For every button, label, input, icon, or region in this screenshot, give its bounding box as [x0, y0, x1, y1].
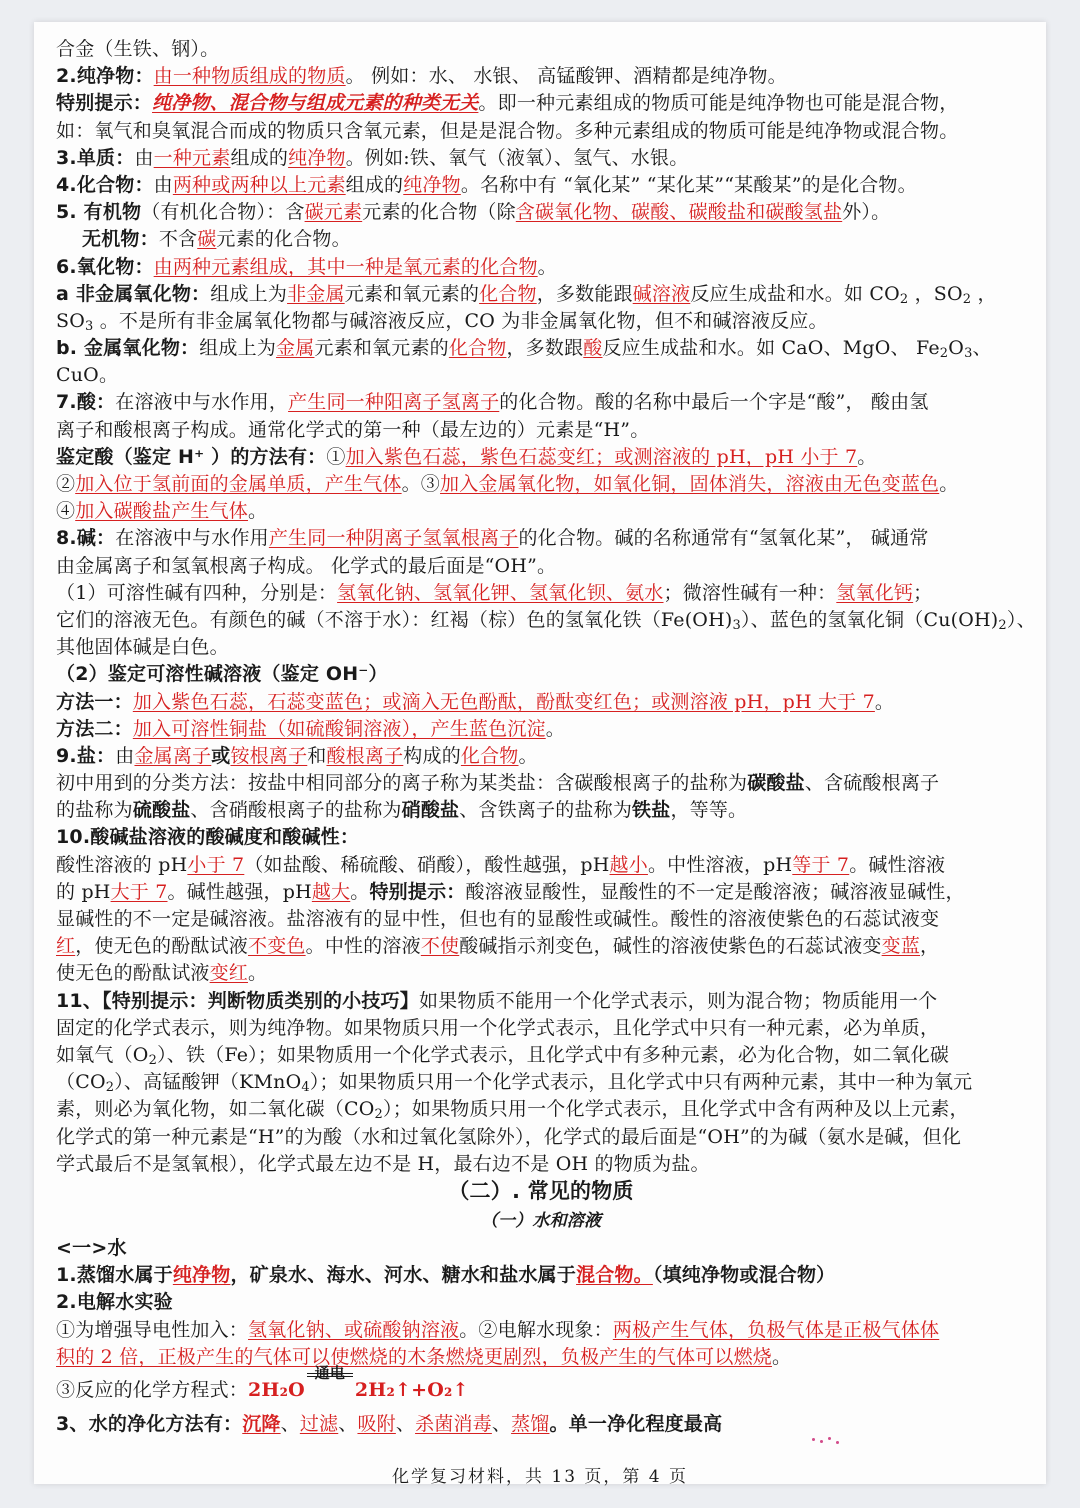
text-segment: 素，则必为氧化物，如二氧化碳（CO	[56, 1098, 375, 1121]
watermark-speck	[820, 1440, 823, 1443]
text-segment: ；微溶性碱有一种：	[663, 581, 837, 604]
text-segment: 反应生成盐和水。如 CaO、MgO、 Fe	[602, 337, 940, 360]
text-line	[56, 743, 1026, 770]
subscript: 4	[301, 1080, 310, 1096]
subscript: 2	[105, 1080, 115, 1096]
text-segment: ②	[56, 473, 76, 495]
text-segment: ）、蓝色的氢氧化铜（Cu(OH)	[740, 608, 999, 631]
text-line	[56, 1124, 1026, 1151]
answer-text: 酸	[583, 337, 603, 360]
text-segment: 、	[338, 1413, 358, 1435]
text-segment: 。	[518, 744, 538, 767]
text-line	[56, 172, 1026, 199]
answer-text: 氢氧化钠、或硫酸钠溶液	[248, 1318, 460, 1341]
text-segment: 。	[771, 1345, 792, 1368]
text-segment: 它们的溶液无色。有颜色的碱（不溶于水）：红褐（棕）色的氢氧化铁（Fe(OH)	[56, 608, 733, 631]
text-line	[56, 145, 1026, 172]
text-segment: ）、高锰酸钾（KMnO	[114, 1071, 302, 1094]
answer-text: 加入位于氢前面的金属单质，产生气体	[75, 473, 402, 495]
text-line	[56, 852, 1026, 879]
bold-term: （2）鉴定可溶性碱溶液（鉴定 OH⁻）	[56, 663, 388, 686]
bold-term: ，矿泉水、海水、河水、糖水和盐水属于	[230, 1264, 577, 1287]
bold-term: 。单一净化程度最高	[549, 1413, 723, 1435]
bold-term: 1.蒸馏水属于	[56, 1264, 173, 1287]
text-segment: 如氧气（O	[56, 1043, 149, 1066]
text-line	[56, 1096, 1026, 1123]
watermark-speck	[828, 1437, 831, 1440]
answer-text: 变蓝	[881, 935, 921, 958]
bold-term: 鉴定酸（鉴定 H⁺ ）的方法有：	[56, 445, 327, 468]
text-line	[56, 661, 1026, 688]
answer-text: 化合物	[448, 337, 507, 360]
text-segment: 酸溶液显酸性，显酸性的不一定是酸溶液；碱溶液显碱性，	[465, 880, 965, 903]
text-line	[56, 36, 1026, 63]
text-segment: 外）。	[842, 201, 891, 224]
text-segment: 、	[395, 1413, 416, 1435]
answer-text: 红	[56, 935, 76, 958]
text-line	[56, 960, 1026, 987]
text-segment: 其他固体碱是白色。	[56, 636, 229, 659]
text-segment: 酸性溶液的 pH	[56, 853, 188, 876]
watermark-speck	[836, 1441, 839, 1444]
text-segment: ，使无色的酚酞试液	[75, 935, 249, 958]
text-segment: 。名称中有 “氧化某” “某化某”“某酸某”的是化合物。	[460, 173, 917, 196]
text-line	[56, 362, 1026, 389]
answer-text: 碳	[197, 228, 217, 251]
answer-text: 由两种元素组成，其中一种是氧元素的化合物	[153, 255, 538, 278]
question-2-heading: 2.电解水实验	[56, 1291, 173, 1314]
answer-text: 加入紫色石蕊，紫色石蕊变红；或测溶液的 pH，pH 小于 7	[345, 445, 858, 468]
text-line	[56, 281, 1026, 308]
text-segment: 在溶液中与水作用，	[115, 391, 289, 414]
bold-term: 10.酸碱盐溶液的酸碱度和酸碱性：	[56, 826, 360, 849]
page-content	[56, 36, 1036, 1438]
text-line	[56, 797, 1026, 824]
text-line	[56, 1015, 1026, 1042]
answer-text: 大于 7	[110, 880, 168, 903]
equation-line	[56, 1364, 1026, 1411]
text-segment: ①	[326, 445, 346, 468]
answer-text: 金属离子	[134, 744, 212, 767]
text-segment: 使无色的酚酞试液	[56, 962, 210, 985]
subscript: 3	[85, 318, 94, 334]
text-segment: CuO。	[56, 364, 119, 387]
text-segment: ）；如果物质只用一个化学式表示，且化学式中含有两种及以上元素，	[383, 1098, 969, 1121]
text-segment: 。中性的溶液	[305, 935, 421, 958]
answer-text: 过滤	[299, 1413, 339, 1435]
text-segment: （有机化合物）：含	[141, 201, 305, 224]
text-segment: ，SO	[908, 282, 963, 305]
text-segment: ；	[913, 581, 933, 604]
page-footer: 化学复习材料，共 13 页，第 4 页	[391, 1467, 689, 1487]
text-segment: 。②电解水现象：	[459, 1318, 613, 1341]
answer-text: 氢氧化钠、氢氧化钾、氢氧化钡、氨水	[337, 581, 664, 604]
text-segment: 。	[939, 473, 959, 495]
bold-term: 2.纯净物：	[56, 65, 154, 88]
bold-term: 7.酸：	[56, 391, 116, 414]
subsection-title: （一）水和溶液	[480, 1210, 602, 1231]
text-line	[56, 879, 1026, 906]
equation-label: ③反应的化学方程式：	[56, 1379, 249, 1401]
text-line	[56, 770, 1026, 797]
text-segment: ，多数能跟	[536, 282, 633, 305]
answer-text: 酸根离子	[326, 744, 404, 767]
bold-term: a 非金属氧化物：	[56, 282, 211, 305]
text-segment: 。	[350, 880, 370, 903]
text-segment: ）、	[1006, 608, 1036, 631]
text-segment: 元素的化合物（除	[362, 201, 516, 224]
watermark-speck	[812, 1438, 815, 1441]
answer-text: 纯净物、混合物与组成元素的种类无关	[152, 92, 479, 115]
text-line	[56, 90, 1026, 117]
bold-term: 或	[211, 744, 231, 767]
answer-text: 纯净物	[403, 173, 461, 196]
bold-term: 碳酸盐	[747, 772, 805, 795]
text-segment: （如盐酸、稀硫酸、硝酸），酸性越强，pH	[244, 853, 610, 876]
text-segment: 由	[153, 173, 173, 196]
text-segment: 不含	[158, 228, 198, 251]
text-segment: 酸碱指示剂变色，碱性的溶液使紫色的石蕊试液变	[459, 935, 882, 958]
text-segment: ）、铁（Fe）；如果物质用一个化学式表示，且化学式中有多种元素，必为化合物，如二氧化碳	[157, 1043, 950, 1066]
answer-text: 碱溶液	[632, 282, 691, 305]
text-segment: 。	[537, 255, 557, 278]
subscript: 2	[148, 1052, 158, 1068]
text-line	[56, 933, 1026, 960]
answer-text: 吸附	[357, 1413, 396, 1435]
bold-term: 6.氧化物：	[56, 255, 154, 278]
subscript: 2	[962, 291, 972, 307]
text-segment: 元素和氧元素的	[344, 282, 480, 305]
bold-term: 方法二：	[56, 717, 133, 740]
answer-text: 产生同一种阳离子氢离子	[288, 391, 500, 414]
text-segment: （CO	[56, 1071, 106, 1094]
equals-bar	[307, 1373, 353, 1377]
section-title: （二）. 常见的物质	[448, 1178, 634, 1203]
text-segment: 和	[307, 744, 327, 767]
text-segment: 。不是所有非金属氧化物都与碱溶液反应，CO 为非金属氧化物，但不和碱溶液反应。	[93, 309, 828, 332]
bold-term: 3、水的净化方法有：	[56, 1413, 243, 1435]
text-line	[56, 525, 1026, 552]
bold-term: 11、【特别提示：判断物质类别的小技巧】	[56, 989, 419, 1012]
text-segment: 。碱性溶液	[849, 853, 946, 876]
text-line	[56, 607, 1036, 634]
answer-text: 加入金属氧化物，如氧化铜，固体消失，溶液由无色变蓝色	[440, 473, 940, 495]
text-segment: O	[948, 337, 965, 360]
answer-text: 化合物	[479, 282, 537, 305]
answer-text: 积的 2 倍，正极产生的气体可以使燃烧的木条燃烧更剧烈，负极产生的气体可以燃烧	[56, 1345, 772, 1368]
answer-text: 产生同一种阴离子氢氧根离子	[268, 527, 519, 550]
answer-text: 混合物。	[576, 1264, 653, 1287]
text-segment: 化学式的第一种元素是“H”的为酸（水和过氧化氢除外），化学式的最后面是“OH”的为碱（氨水是碱，但化	[56, 1125, 962, 1148]
bold-term: 方法一：	[56, 690, 133, 713]
text-segment: 。例如:铁、氧气（液氧）、氢气、水银。	[345, 146, 689, 169]
bold-term: 3.单质：	[56, 146, 135, 169]
answer-text: 蒸馏	[511, 1413, 550, 1435]
text-line	[56, 906, 1026, 933]
text-segment: 。 例如：水、 水银、 高锰酸钾、酒精都是纯净物。	[345, 65, 787, 88]
subscript: 2	[374, 1107, 383, 1123]
text-line	[56, 226, 1026, 253]
text-line	[56, 1042, 1026, 1069]
text-segment: ）；如果物质只用一个化学式表示，且化学式中只有两种元素，其中一种为氧元	[309, 1071, 973, 1094]
text-line	[56, 1069, 1026, 1096]
text-line	[56, 308, 1026, 335]
subscript: 3	[732, 617, 741, 633]
answer-text: 加入碳酸盐产生气体	[75, 500, 249, 523]
text-segment: 元素和氧元素的	[314, 337, 449, 360]
answer-text: 变红	[209, 962, 249, 985]
text-segment: 如果物质不能用一个化学式表示，则为混合物；物质能用一个	[418, 989, 938, 1012]
text-segment: 学式最后不是氢氧根），化学式最左边不是 H，最右边不是 OH 的物质为盐。	[56, 1152, 710, 1175]
text-segment: 、含硝酸根离子的盐称为	[190, 799, 402, 822]
text-segment: 的化合物。碱的名称通常有“氢氧化某”， 碱通常	[518, 527, 929, 550]
text-segment: 、	[280, 1413, 300, 1435]
text-segment: 、	[491, 1413, 512, 1435]
answer-text: 加入可溶性铜盐（如硫酸铜溶液），产生蓝色沉淀	[132, 717, 546, 740]
answer-text: 一种元素	[153, 146, 231, 169]
bold-term: 8.碱：	[56, 527, 116, 550]
bold-term: （填纯净物或混合物）	[652, 1264, 836, 1287]
text-segment: ④	[56, 500, 76, 523]
answer-text: 小于 7	[187, 853, 245, 876]
text-line	[56, 389, 1026, 416]
text-line	[56, 417, 1026, 444]
subscript: 2	[899, 291, 909, 307]
text-line	[56, 580, 1026, 607]
answer-text: 含碳氧化物、碳酸、碳酸盐和碳酸氢盐	[515, 201, 843, 224]
text-segment: 组成的	[345, 173, 404, 196]
text-segment: 。中性溶液，pH	[647, 853, 793, 876]
answer-text: 纯净物	[288, 146, 346, 169]
answer-text: 铵根离子	[230, 744, 308, 767]
text-line	[56, 1151, 1026, 1178]
text-segment: 如：氧气和臭氧混合而成的物质只含氧元素，但是是混合物。多种元素组成的物质可能是纯净物或混合物。	[56, 119, 959, 142]
text-segment: 组成的	[230, 146, 289, 169]
text-line	[56, 335, 1026, 362]
answer-text: 沉降	[242, 1413, 281, 1435]
text-segment: 。碱性越强，pH	[167, 880, 312, 903]
text-segment: SO	[56, 309, 85, 332]
question-2-line	[56, 1344, 1026, 1371]
text-segment: 的盐称为	[56, 799, 133, 822]
text-line	[56, 63, 1026, 90]
answer-text: 金属	[276, 337, 315, 360]
answer-text: 不使	[420, 935, 460, 958]
text-segment: 。	[857, 445, 877, 468]
subscript: 2	[939, 346, 949, 362]
text-segment: 反应生成盐和水。如 CO	[690, 282, 900, 305]
text-segment: （1）可溶性碱有四种，分别是：	[56, 581, 338, 604]
answer-text: 两种或两种以上元素	[172, 173, 346, 196]
text-line	[56, 553, 1026, 580]
text-line	[56, 444, 1026, 471]
text-line	[56, 254, 1026, 281]
text-segment: ，多数跟	[506, 337, 584, 360]
question-1	[56, 1262, 1026, 1289]
bold-term: 5. 有机物	[56, 201, 142, 224]
answer-text: 化合物	[460, 744, 519, 767]
text-line	[56, 498, 1026, 525]
bold-term: 4.化合物：	[56, 173, 154, 196]
bold-term: 特别提示：	[369, 880, 466, 903]
text-line	[56, 471, 1026, 498]
bold-term: 无机物：	[82, 228, 159, 251]
answer-text: 氢氧化钙	[836, 581, 914, 604]
text-segment: 固定的化学式表示，则为纯净物。如果物质只用一个化学式表示，且化学式中只有一种元素，必为单质，	[56, 1016, 940, 1039]
bold-term: b. 金属氧化物：	[56, 337, 200, 360]
text-segment: 。③	[401, 473, 441, 495]
text-segment: ①为增强导电性加入：	[56, 1318, 249, 1341]
document-page	[34, 22, 1046, 1487]
text-line	[56, 689, 1026, 716]
text-segment: 构成的	[403, 744, 461, 767]
answer-text: 非金属	[287, 282, 345, 305]
answer-text: 由一种物质组成的物质	[153, 65, 346, 88]
text-segment: 离子和酸根离子构成。通常化学式的第一种（最左边的）元素是“H”。	[56, 418, 650, 441]
text-segment: 在溶液中与水作用	[115, 527, 269, 550]
answer-text: 杀菌消毒	[415, 1413, 492, 1435]
text-line	[56, 118, 1026, 145]
water-heading: <一>水	[56, 1237, 127, 1260]
answer-text: 不变色	[248, 935, 306, 958]
bold-term: 9.盐：	[56, 744, 116, 767]
text-segment: 组成上为	[210, 282, 288, 305]
answer-text: 纯净物	[172, 1264, 231, 1287]
text-segment: 元素的化合物。	[216, 228, 351, 251]
text-line	[56, 716, 1026, 743]
question-2-line	[56, 1317, 1026, 1344]
text-segment: 显碱性的不一定是碱溶液。盐溶液有的显中性，但也有的显酸性或碱性。酸性的溶液使紫色的石蕊试液变	[56, 908, 940, 930]
text-segment: 的 pH	[56, 880, 111, 903]
text-line	[56, 199, 1026, 226]
answer-text: 两极产生气体，负极气体是正极气体体	[612, 1318, 940, 1341]
reaction-arrow	[307, 1364, 353, 1404]
equation-right: 2H₂↑+O₂↑	[354, 1379, 469, 1401]
text-segment: 由	[115, 744, 135, 767]
text-segment: ，	[971, 282, 997, 305]
answer-text: 越小	[609, 853, 648, 876]
text-line	[56, 824, 1026, 851]
question-3	[56, 1411, 1026, 1438]
bold-term: 硝酸盐	[401, 799, 460, 822]
text-segment: 由金属离子和氢氧根离子构成。 化学式的最后面是“OH”。	[56, 554, 557, 577]
text-segment: 由	[134, 146, 154, 169]
text-segment: 。	[874, 690, 895, 713]
answer-text: 等于 7	[792, 853, 850, 876]
subscript: 2	[998, 617, 1007, 633]
text-segment: 组成上为	[199, 337, 277, 360]
text-segment: 初中用到的分类方法：按盐中相同部分的离子称为某类盐：含碳酸根离子的盐称为	[56, 772, 748, 795]
text-segment: 。即一种元素组成的物质可能是纯净物也可能是混合物，	[478, 92, 959, 115]
text-segment: ，	[920, 935, 940, 958]
bold-term: 铁盐	[632, 799, 671, 822]
answer-text: 加入紫色石蕊，石蕊变蓝色；或滴入无色酚酞，酚酞变红色；或测溶液 pH，pH 大于 7	[132, 690, 875, 713]
text-segment: ，等等。	[670, 799, 748, 822]
text-segment: 。	[248, 500, 268, 523]
text-segment: 。	[545, 717, 565, 740]
text-segment: 、含铁离子的盐称为	[459, 799, 633, 822]
bold-term: 硫酸盐	[132, 799, 191, 822]
answer-text: 碳元素	[304, 201, 363, 224]
answer-text: 越大	[311, 880, 351, 903]
text-segment: 的化合物。酸的名称中最后一个字是“酸”， 酸由氢	[499, 391, 929, 414]
subscript: 3	[964, 346, 973, 362]
text-line	[56, 634, 1026, 661]
text-line	[56, 988, 1026, 1015]
bold-term: 特别提示：	[56, 92, 153, 115]
text-segment: 。	[248, 962, 268, 985]
text-segment: 合金（生铁、钢）。	[56, 38, 220, 60]
reaction-condition: 通电	[314, 1364, 346, 1382]
text-segment: 、	[972, 337, 992, 360]
text-segment: 、含硫酸根离子	[804, 772, 940, 795]
equation-left: 2H₂O	[248, 1379, 305, 1401]
